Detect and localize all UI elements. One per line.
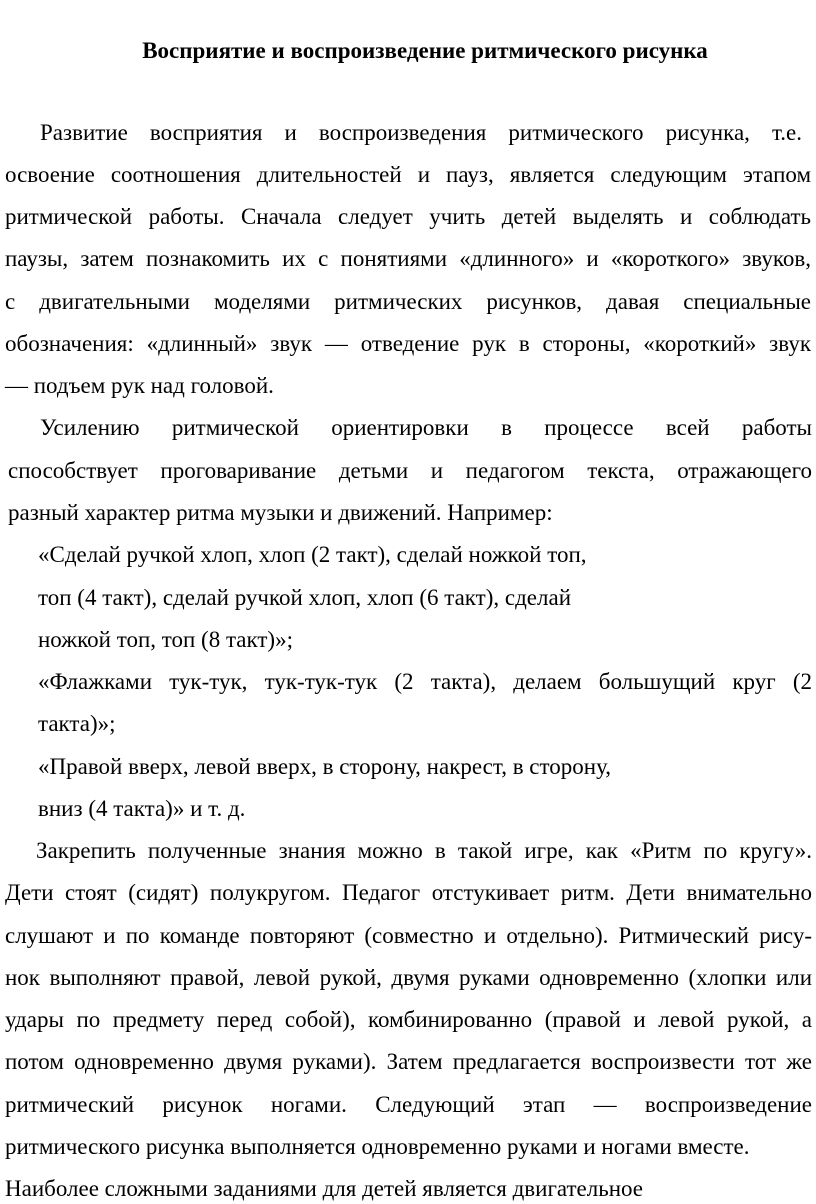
verse-line-1: «Сделай ручкой хлоп, хлоп (2 такт), сделай ножкой топ, [38, 542, 587, 567]
verse-line-4: «Флажками тук-тук, тук-тук-тук (2 такта), делаем большущий круг (2 [38, 669, 812, 694]
paragraph-3-line-7: ритмический рисунок ногами. Следующий этап — воспроизведение [5, 1092, 812, 1117]
paragraph-3-line-5: удары по предмету перед собой), комбинированно (правой и левой рукой, а [5, 1007, 812, 1032]
paragraph-3-line-6: потом одновременно двумя руками). Затем предлагается воспроизвести тот же [5, 1049, 812, 1074]
paragraph-3-line-4: нок выполняют правой, левой рукой, двумя руками одновременно (хлопки или [5, 965, 812, 990]
paragraph-3-line-3: слушают и по команде повторяют (совместно и отдельно). Ритмический рису- [5, 923, 812, 948]
verse-line-2: топ (4 такт), сделай ручкой хлоп, хлоп (6 такт), сделай [38, 585, 571, 610]
paragraph-1-line-4: паузы, затем познакомить их с понятиями «длинного» и «короткого» звуков, [5, 246, 811, 271]
paragraph-3-line-9: Наиболее сложными заданиями для детей является двигательное [5, 1176, 644, 1201]
verse-line-5: такта)»; [38, 711, 116, 736]
paragraph-3-line-2: Дети стоят (сидят) полукругом. Педагог отстукивает ритм. Дети внимательно [5, 880, 812, 905]
verse-line-6: «Правой вверх, левой вверх, в сторону, накрест, в сторону, [38, 754, 612, 779]
paragraph-1-line-5: с двигательными моделями ритмических рисунков, давая специальные [5, 289, 811, 314]
paragraph-1-line-7: — подъем рук над головой. [5, 373, 274, 398]
paragraph-1-line-6: обозначения: «длинный» звук — отведение рук в стороны, «короткий» звук [5, 331, 811, 356]
paragraph-2-line-2: способствует проговаривание детьми и педагогом текста, отражающего [8, 458, 812, 483]
page-title: Восприятие и воспроизведение ритмического рисунка [142, 38, 708, 63]
paragraph-1-line-3: ритмической работы. Сначала следует учить детей выделять и соблюдать [5, 204, 811, 229]
paragraph-1-line-2: освоение соотношения длительностей и пауз, является следующим этапом [5, 162, 811, 187]
verse-line-3: ножкой топ, топ (8 такт)»; [38, 627, 293, 652]
paragraph-2-line-1: Усилению ритмической ориентировки в процессе всей работы [40, 415, 812, 440]
verse-line-7: вниз (4 такта)» и т. д. [38, 796, 246, 821]
paragraph-3-line-8: ритмического рисунка выполняется одновременно руками и ногами вместе. [5, 1134, 750, 1159]
paragraph-3-line-1: Закрепить полученные знания можно в такой игре, как «Ритм по кругу». [36, 838, 812, 863]
paragraph-2-line-3: разный характер ритма музыки и движений. Например: [8, 500, 553, 525]
paragraph-1-line-1: Развитие восприятия и воспроизведения ритмического рисунка, т.е. [40, 120, 802, 145]
